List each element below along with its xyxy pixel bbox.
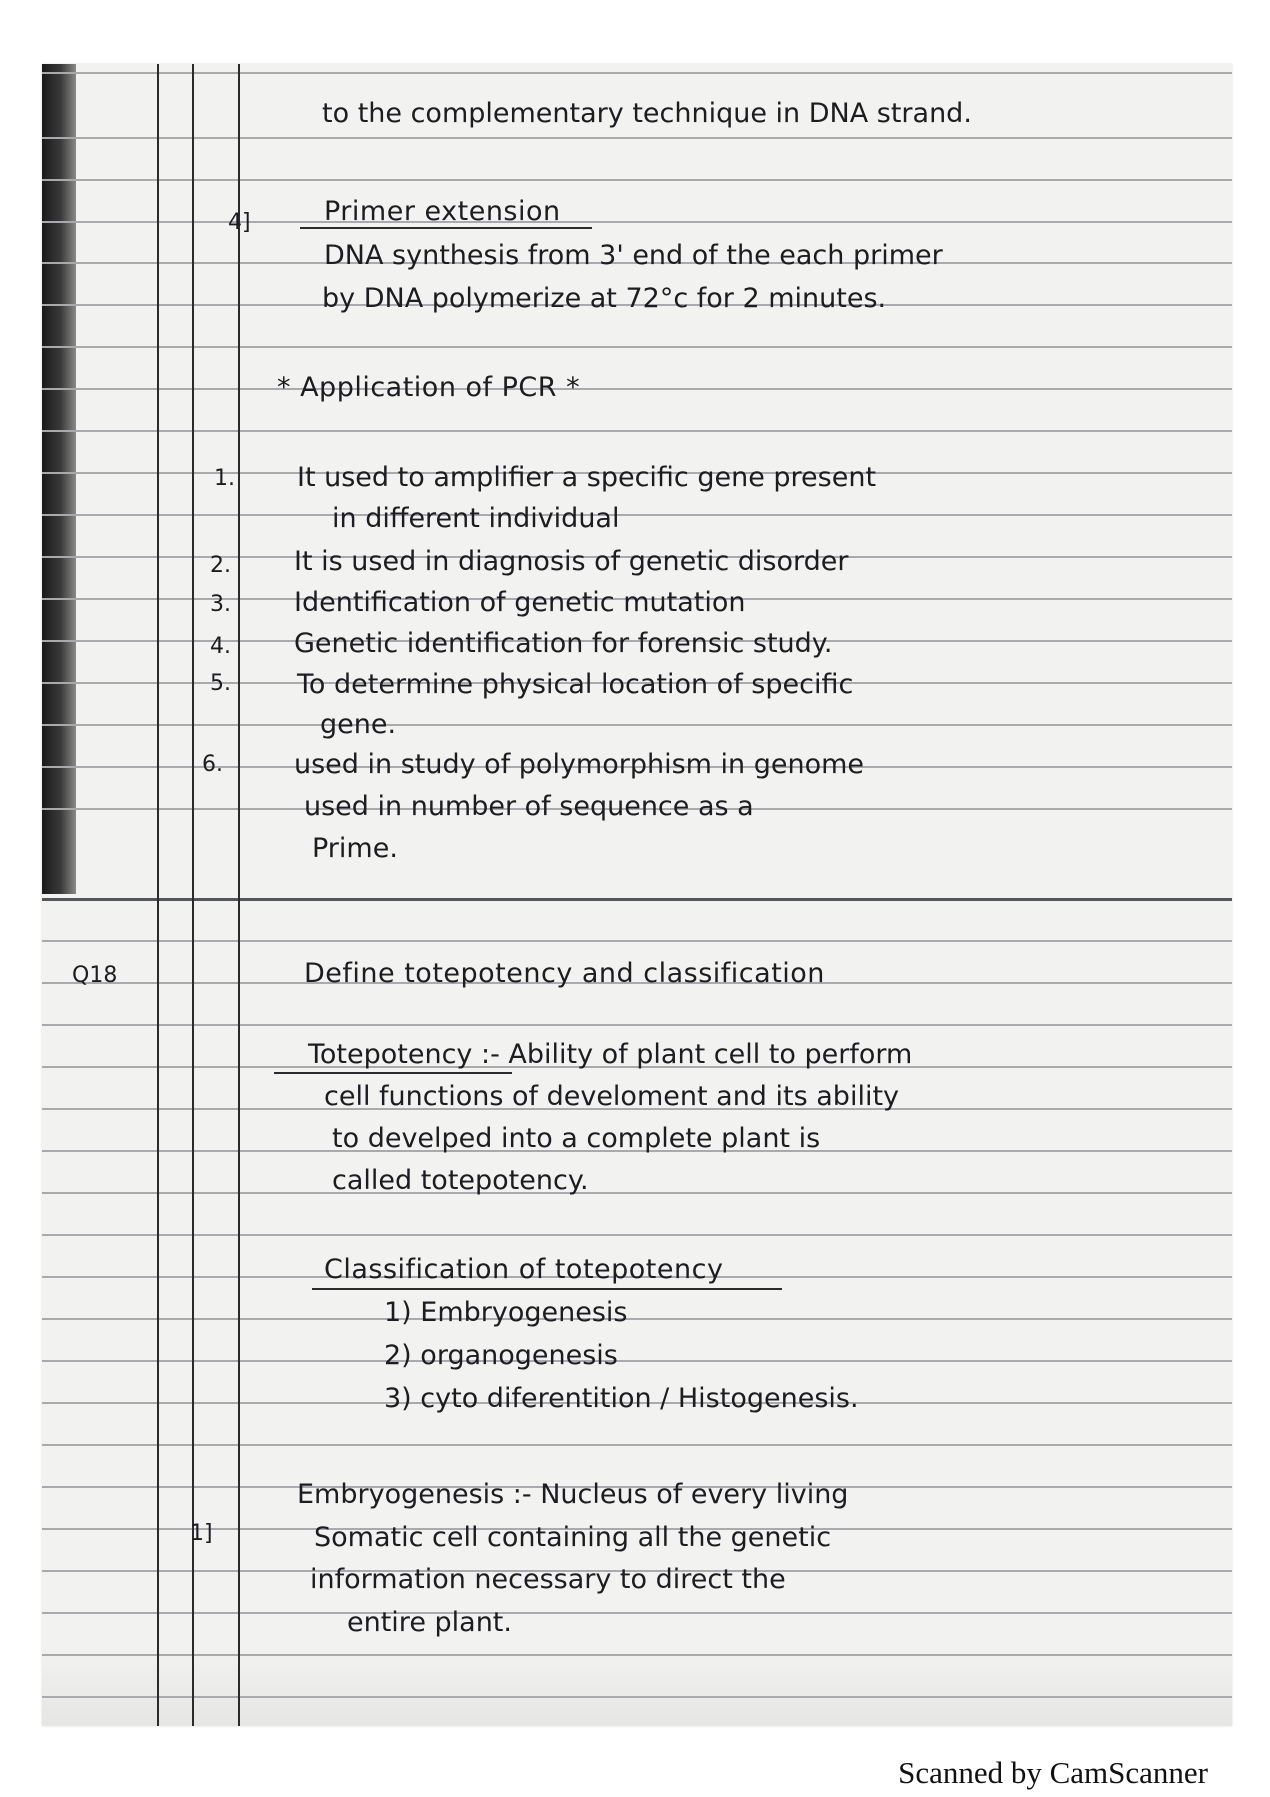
text-line: Totepotency :- Ability of plant cell to perform: [308, 1039, 913, 1070]
text-line: It is used in diagnosis of genetic disorder: [294, 546, 849, 577]
ruled-line: [42, 430, 1232, 432]
ruled-line: [42, 1318, 1232, 1320]
ruled-line: [42, 724, 1232, 726]
ruled-line: [42, 72, 1232, 74]
ruled-line: [42, 1696, 1232, 1698]
list-item: 3) cyto diferentition / Histogenesis.: [384, 1383, 859, 1414]
margin-number: 4.: [210, 634, 231, 659]
text-line: in different individual: [332, 503, 620, 534]
text-line: DNA synthesis from 3' end of the each primer: [324, 240, 943, 271]
text-line: gene.: [320, 709, 397, 740]
margin-number: 5.: [210, 671, 231, 696]
text-line: information necessary to direct the: [310, 1564, 786, 1595]
margin-number: 6.: [202, 752, 223, 777]
page-bottom-shade: [42, 1646, 1232, 1726]
ruled-line: [42, 1654, 1232, 1656]
ruled-line: [42, 221, 1232, 223]
ruled-line: [42, 1612, 1232, 1614]
ruled-line: [42, 388, 1232, 390]
margin-number: 4]: [228, 210, 251, 235]
heading-application-of-pcr: * Application of PCR *: [277, 372, 581, 403]
margin-line-middle: [192, 64, 194, 1726]
heading-underline: [312, 1288, 782, 1290]
margin-number: 3.: [210, 592, 231, 617]
text-line: Somatic cell containing all the genetic: [314, 1522, 832, 1553]
heading-classification: Classification of totepotency: [324, 1254, 724, 1285]
list-item: 2) organogenesis: [384, 1340, 618, 1371]
text-line: used in study of polymorphism in genome: [294, 749, 865, 780]
text-line: Genetic identification for forensic study.: [294, 628, 833, 659]
text-line: Identification of genetic mutation: [294, 587, 746, 618]
ruled-line: [42, 137, 1232, 139]
margin-line-right: [238, 64, 240, 1726]
text-line: It used to amplifier a specific gene present: [297, 462, 877, 493]
ruled-line: [42, 346, 1232, 348]
margin-number: 1.: [214, 466, 235, 491]
ruled-line: [42, 1192, 1232, 1194]
text-line: To determine physical location of specific: [297, 669, 854, 700]
margin-line-left: [157, 64, 159, 1726]
list-item: 1) Embryogenesis: [384, 1297, 628, 1328]
ruled-line-heavy: [42, 898, 1232, 901]
text-line: to develped into a complete plant is: [332, 1123, 821, 1154]
page-edge-shadow: [42, 64, 76, 894]
text-line: by DNA polymerize at 72°c for 2 minutes.: [322, 283, 887, 314]
notebook-page: [42, 64, 1232, 1726]
ruled-line: [42, 1234, 1232, 1236]
ruled-line: [42, 514, 1232, 516]
scanner-watermark: Scanned by CamScanner: [898, 1755, 1208, 1790]
text-line: to the complementary technique in DNA strand.: [322, 98, 972, 129]
text-line: Embryogenesis :- Nucleus of every living: [297, 1479, 849, 1510]
ruled-line: [42, 179, 1232, 181]
text-line: used in number of sequence as a: [304, 791, 754, 822]
heading-primer-extension: Primer extension: [324, 196, 561, 227]
heading-underline: [274, 1072, 512, 1074]
question-number: Q18: [72, 963, 118, 988]
text-line: entire plant.: [347, 1607, 512, 1638]
margin-number: 2.: [210, 553, 231, 578]
ruled-line: [42, 940, 1232, 942]
ruled-line: [42, 1024, 1232, 1026]
text-line: Prime.: [312, 833, 398, 864]
ruled-line: [42, 1444, 1232, 1446]
ruled-line: [42, 1360, 1232, 1362]
margin-number: 1]: [190, 1521, 213, 1546]
text-line: called totepotency.: [332, 1165, 589, 1196]
question-heading: Define totepotency and classification: [304, 958, 825, 989]
heading-underline: [300, 227, 592, 229]
text-line: cell functions of develoment and its ability: [324, 1081, 900, 1112]
